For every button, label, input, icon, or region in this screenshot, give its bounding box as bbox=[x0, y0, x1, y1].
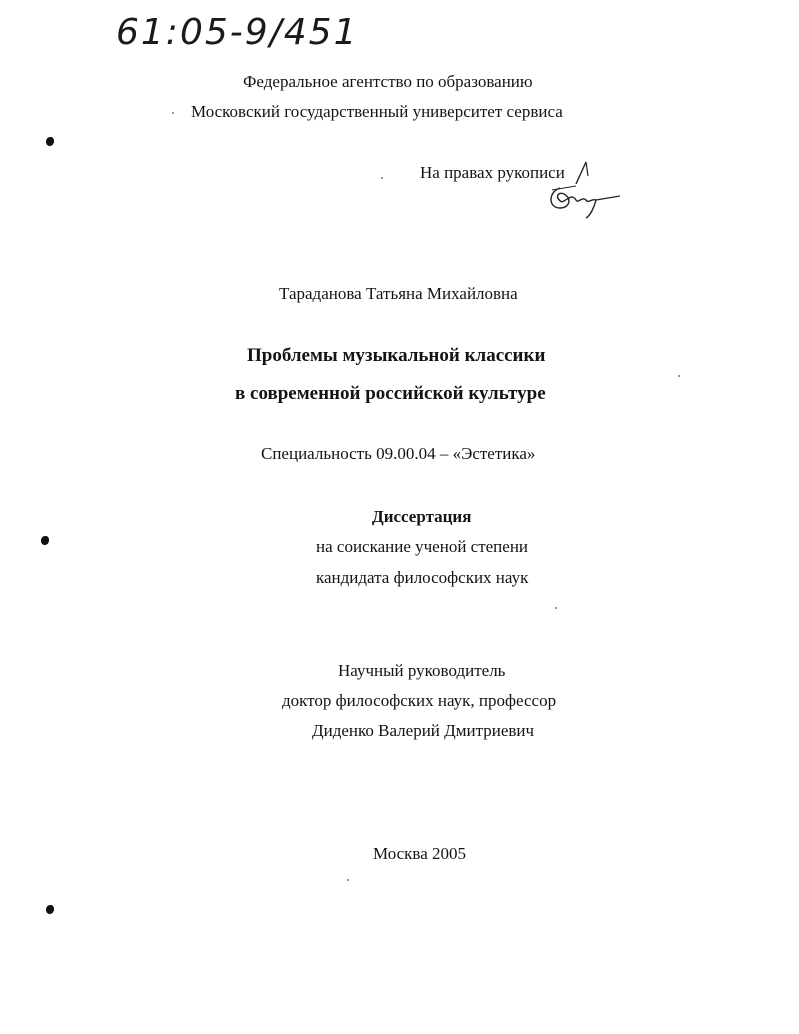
city-year: Москва 2005 bbox=[373, 844, 467, 863]
dissertation-heading: Диссертация bbox=[372, 507, 472, 526]
supervisor-label: Научный руководитель bbox=[338, 661, 506, 680]
binding-hole-mark bbox=[46, 905, 54, 914]
university-name: Московский государственный университет сервиса bbox=[191, 102, 563, 121]
binding-hole-mark bbox=[41, 536, 49, 545]
scan-speck bbox=[347, 879, 349, 881]
manuscript-rights-note: На правах рукописи bbox=[420, 163, 565, 182]
scan-speck bbox=[555, 607, 557, 609]
degree-purpose-line-2: кандидата философских наук bbox=[316, 568, 529, 587]
degree-purpose-line-1: на соискание ученой степени bbox=[316, 537, 529, 556]
supervisor-name: Диденко Валерий Дмитриевич bbox=[312, 721, 535, 740]
author-name: Тараданова Татьяна Михайловна bbox=[279, 284, 518, 303]
scan-speck bbox=[678, 375, 680, 377]
scan-speck bbox=[172, 112, 174, 114]
dissertation-title-line-1: Проблемы музыкальной классики bbox=[247, 345, 546, 366]
archive-number-text: 61:05-9/451 bbox=[116, 12, 359, 53]
binding-hole-mark bbox=[46, 137, 54, 146]
archive-number-stamp bbox=[112, 2, 432, 54]
handwritten-signature bbox=[542, 158, 622, 226]
agency-name: Федеральное агентство по образованию bbox=[243, 72, 533, 91]
specialty: Специальность 09.00.04 – «Эстетика» bbox=[261, 444, 536, 463]
dissertation-title-line-2: в современной российской культуре bbox=[235, 383, 546, 404]
supervisor-degree: доктор философских наук, профессор bbox=[282, 691, 557, 710]
scan-speck bbox=[381, 177, 383, 179]
